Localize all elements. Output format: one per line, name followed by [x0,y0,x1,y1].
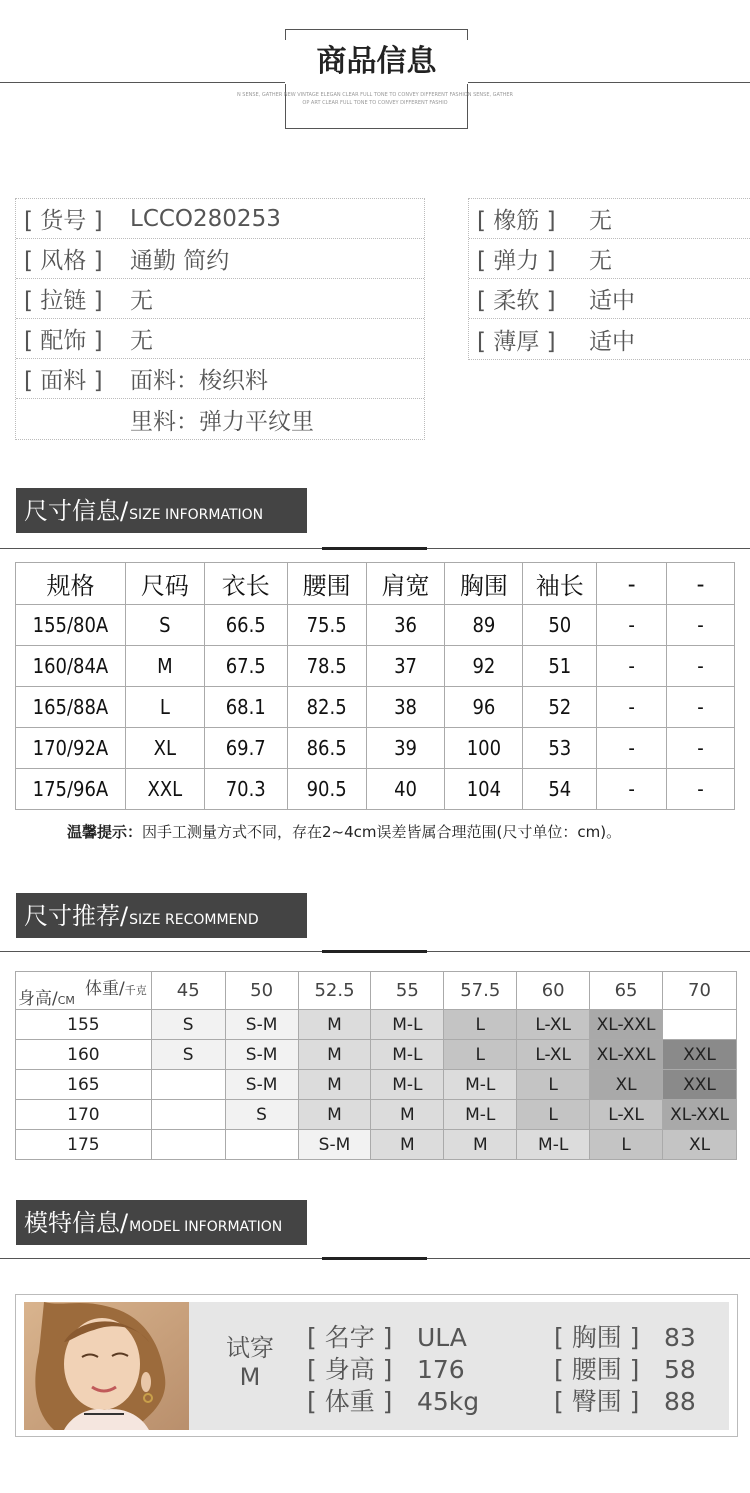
table-row [16,728,735,769]
recommend-cell: M [298,1040,371,1070]
model-stat-value: 176 [417,1355,465,1384]
table-row [16,769,735,810]
size-cell: XL [125,728,204,769]
size-cell: 53 [523,728,597,769]
size-col-header: 尺码 [125,563,204,605]
size-col-header: 规格 [16,563,126,605]
size-cell: - [597,687,667,728]
table-row [16,1010,737,1040]
model-try-size [224,1334,276,1392]
size-cell: 36 [366,605,445,646]
info-value: 适中 [589,288,635,314]
table-row [16,687,735,728]
recommend-cell: L [444,1040,517,1070]
model-stat-key: [ 胸围 ] [554,1323,640,1352]
table-row [16,1130,737,1160]
size-cell: 82.5 [287,687,366,728]
weight-col-header: 45 [151,972,225,1010]
model-stat-key: [ 体重 ] [307,1387,393,1416]
model-info-card [15,1294,738,1437]
recommend-cell [151,1100,225,1130]
size-cell: 50 [523,605,597,646]
section-rule-accent [322,950,427,953]
section-title-en: SIZE RECOMMEND [129,912,259,928]
section-title-cn: 尺寸推荐/ [24,902,129,930]
size-cell: 54 [523,769,597,810]
info-row [16,239,424,279]
recommend-cell: M [371,1130,444,1160]
size-cell: 165/88A [16,687,126,728]
size-cell: 68.1 [204,687,287,728]
size-cell: 170/92A [16,728,126,769]
size-col-header: 袖长 [523,563,597,605]
info-value: 无 [130,288,153,314]
recommend-cell: S-M [225,1040,298,1070]
info-row [469,279,750,319]
try-size-value: M [239,1363,261,1391]
tip-text: 因手工测量方式不同，存在2~4cm误差皆属合理范围(尺寸单位：cm)。 [142,823,622,841]
size-col-header: 胸围 [445,563,523,605]
model-stat-row [554,1386,696,1418]
section-title-cn: 模特信息/ [24,1209,129,1237]
recommend-cell: M-L [444,1070,517,1100]
size-cell: 89 [445,605,523,646]
size-cell: 90.5 [287,769,366,810]
table-row [16,605,735,646]
model-photo [24,1302,189,1430]
recommend-cell [151,1070,225,1100]
section-banner-size-info [16,488,307,533]
table-row [16,1100,737,1130]
size-cell: 75.5 [287,605,366,646]
weight-col-header: 70 [663,972,737,1010]
recommend-cell: L [517,1070,590,1100]
section-title-cn: 尺寸信息/ [24,497,129,525]
info-key: [ 风格 ] [24,248,103,274]
size-col-header: - [667,563,735,605]
size-cell: - [667,769,735,810]
recommend-cell: M-L [371,1010,444,1040]
table-row [16,1070,737,1100]
recommend-cell [663,1010,737,1040]
weight-col-header: 55 [371,972,444,1010]
info-key: [ 柔软 ] [477,288,556,314]
model-info-panel [24,1302,729,1430]
weight-col-header: 57.5 [444,972,517,1010]
model-stat-key: [ 臀围 ] [554,1387,640,1416]
section-banner-model-info [16,1200,307,1245]
size-cell: - [667,605,735,646]
recommend-cell: L-XL [590,1100,663,1130]
recommend-cell: S-M [298,1130,371,1160]
size-col-header: - [597,563,667,605]
recommend-header-row [16,972,737,1010]
table-row [16,646,735,687]
size-cell: 66.5 [204,605,287,646]
section-title-en: MODEL INFORMATION [129,1219,283,1235]
info-row [16,279,424,319]
info-row [469,319,750,359]
size-recommend-table [15,971,737,1160]
info-value: 无 [130,328,153,354]
height-row-header: 155 [16,1010,152,1040]
info-key: [ 配饰 ] [24,328,103,354]
size-cell: 69.7 [204,728,287,769]
weight-col-header: 50 [225,972,298,1010]
info-key: [ 薄厚 ] [477,328,556,355]
recommend-cell: M-L [371,1070,444,1100]
recommend-cell: XXL [663,1070,737,1100]
info-row [16,399,424,439]
try-label: 试穿 [226,1334,274,1362]
size-cell: - [667,646,735,687]
size-cell: 38 [366,687,445,728]
recommend-cell: L [590,1130,663,1160]
corner-weight-label: 体重/千克 [85,979,147,999]
recommend-cell: L-XL [517,1040,590,1070]
size-cell: 104 [445,769,523,810]
recommend-cell: L-XL [517,1010,590,1040]
model-stat-value: ULA [417,1323,467,1352]
height-row-header: 160 [16,1040,152,1070]
recommend-cell: XL-XXL [663,1100,737,1130]
size-cell: - [597,605,667,646]
info-value: 里料：弹力平纹里 [130,408,314,435]
size-cell: 40 [366,769,445,810]
section-banner-size-recommend [16,893,307,938]
size-cell: M [125,646,204,687]
recommend-cell: M-L [444,1100,517,1130]
recommend-cell: M [298,1010,371,1040]
size-table [15,562,735,810]
size-cell: S [125,605,204,646]
recommend-cell: M [444,1130,517,1160]
size-cell: 92 [445,646,523,687]
height-row-header: 165 [16,1070,152,1100]
size-col-header: 腰围 [287,563,366,605]
recommend-cell: XL [663,1130,737,1160]
size-cell: 52 [523,687,597,728]
size-col-header: 肩宽 [366,563,445,605]
recommend-cell [225,1130,298,1160]
model-stat-key: [ 腰围 ] [554,1355,640,1384]
model-stat-value: 45kg [417,1387,480,1416]
weight-col-header: 60 [517,972,590,1010]
size-col-header: 衣长 [204,563,287,605]
size-cell: - [597,769,667,810]
size-cell: 175/96A [16,769,126,810]
recommend-cell: M [371,1100,444,1130]
info-row [16,199,424,239]
size-cell: 86.5 [287,728,366,769]
recommend-cell: M-L [517,1130,590,1160]
info-key: [ 橡筋 ] [477,208,556,234]
recommend-cell: S [151,1040,225,1070]
weight-col-header: 52.5 [298,972,371,1010]
size-cell: - [667,728,735,769]
size-cell: L [125,687,204,728]
size-cell: - [667,687,735,728]
size-table-header [16,563,735,605]
recommend-cell: S [151,1010,225,1040]
section-title-en: SIZE INFORMATION [129,507,264,523]
info-key: [ 弹力 ] [477,248,556,274]
size-cell: 155/80A [16,605,126,646]
recommend-cell: M [298,1100,371,1130]
page-title: 商品信息 [285,40,468,84]
recommend-cell: S-M [225,1010,298,1040]
model-stats-right [554,1322,696,1418]
size-cell: - [597,728,667,769]
info-value: 适中 [589,328,635,355]
section-rule-accent [322,547,427,550]
size-cell: XXL [125,769,204,810]
model-stat-value: 58 [664,1355,696,1384]
product-info-table-left [15,198,425,440]
corner-height-label: 身高/CM [18,989,75,1009]
model-stat-value: 88 [664,1387,696,1416]
info-value: 面料：梭织料 [130,368,268,394]
header-subtitle-line1: N SENSE, GATHER NEW VINTAGE ELEGAN CLEAR FULL TONE TO CONVEY DIFFERENT FASHION SENSE, GATHER [236,92,514,98]
model-stat-row [307,1354,479,1386]
model-stat-row [554,1354,696,1386]
height-row-header: 170 [16,1100,152,1130]
recommend-cell: M-L [371,1040,444,1070]
model-stat-value: 83 [664,1323,696,1352]
size-cell: 70.3 [204,769,287,810]
size-cell: 96 [445,687,523,728]
recommend-cell [151,1130,225,1160]
weight-col-header: 65 [590,972,663,1010]
size-cell: 160/84A [16,646,126,687]
info-key: [ 拉链 ] [24,288,103,314]
recommend-cell: XL-XXL [590,1040,663,1070]
table-row [16,1040,737,1070]
size-cell: 67.5 [204,646,287,687]
height-row-header: 175 [16,1130,152,1160]
size-cell: - [597,646,667,687]
header-subtitle-line2: OP ART CLEAR FULL TONE TO CONVEY DIFFERENT FASHIO [302,100,448,106]
product-info-table-right [468,198,750,360]
recommend-cell: XL [590,1070,663,1100]
recommend-cell: XL-XXL [590,1010,663,1040]
model-stat-row [307,1322,479,1354]
size-cell: 39 [366,728,445,769]
info-value: LCCO280253 [130,205,281,232]
size-cell: 78.5 [287,646,366,687]
measurement-tip [67,821,621,842]
size-cell: 51 [523,646,597,687]
section-rule-accent [322,1257,427,1260]
recommend-cell: S [225,1100,298,1130]
info-row [469,239,750,279]
recommend-cell: S-M [225,1070,298,1100]
model-stat-row [554,1322,696,1354]
size-cell: 100 [445,728,523,769]
model-stat-row [307,1386,479,1418]
recommend-cell: XXL [663,1040,737,1070]
info-value: 无 [589,248,612,274]
size-cell: 37 [366,646,445,687]
model-stat-key: [ 身高 ] [307,1355,393,1384]
recommend-cell: M [298,1070,371,1100]
model-stats-left [307,1322,479,1418]
tip-label: 温馨提示： [67,823,143,841]
info-row [16,319,424,359]
info-row [16,359,424,399]
model-stat-key: [ 名字 ] [307,1323,393,1352]
recommend-corner-cell [16,972,152,1010]
info-value: 无 [589,208,612,234]
recommend-cell: L [444,1010,517,1040]
info-row [469,199,750,239]
model-portrait-illustration [24,1302,189,1430]
recommend-cell: L [517,1100,590,1130]
info-key: [ 货号 ] [24,208,103,234]
info-key: [ 面料 ] [24,368,103,394]
info-value: 通勤 简约 [130,248,230,274]
